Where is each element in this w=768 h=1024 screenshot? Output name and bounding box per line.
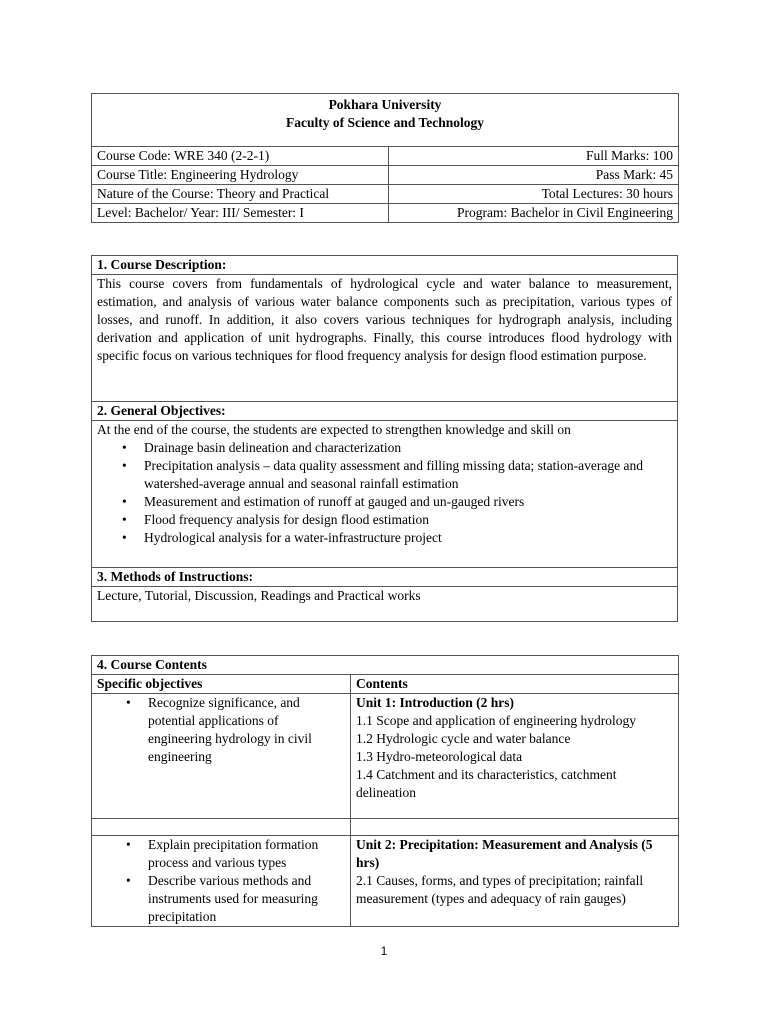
contents-column-headers [92,675,679,694]
pass-mark: Pass Mark: 45 [389,166,679,185]
info-row [92,166,679,185]
methods-heading: 3. Methods of Instructions: [92,568,678,587]
objectives-heading-row [92,402,678,421]
faculty-name: Faculty of Science and Technology [286,115,485,130]
methods-text: Lecture, Tutorial, Discussion, Readings and Practical works [92,587,678,622]
description-heading-row [92,256,678,275]
university-name: Pokhara University [328,97,442,112]
methods-body-row [92,587,678,622]
list-item: • Precipitation analysis – data quality assessment and filling missing data; station-average and watershed-average annual and seasonal rainfall estimation [144,457,672,493]
description-heading: 1. Course Description: [92,256,678,275]
info-row [92,204,679,223]
unit2-objectives-list [97,836,345,926]
list-item: • Explain precipitation formation process and various types [148,836,345,872]
info-row [92,185,679,204]
course-title: Course Title: Engineering Hydrology [92,166,389,185]
program: Program: Bachelor in Civil Engineering [389,204,679,223]
list-item: • Drainage basin delineation and characterization [144,439,672,457]
page-number: 1 [380,944,388,958]
info-row [92,147,679,166]
unit1-title: Unit 1: Introduction (2 hrs) [356,695,515,710]
list-item: • Flood frequency analysis for design flood estimation [144,511,672,529]
list-item: 2.1 Causes, forms, and types of precipitation; rainfall measurement (types and adequacy of rain gauges) [356,873,644,906]
objectives-intro: At the end of the course, the students are expected to strengthen knowledge and skill on [97,422,571,437]
unit2-title: Unit 2: Precipitation: Measurement and Analysis (5 hrs) [356,837,653,870]
course-level: Level: Bachelor/ Year: III/ Semester: I [92,204,389,223]
list-item: 1.3 Hydro-meteorological data [356,749,523,764]
course-code: Course Code: WRE 340 (2-2-1) [92,147,389,166]
course-info-table [91,93,679,223]
university-header-row [92,94,679,147]
objectives-heading: 2. General Objectives: [92,402,678,421]
course-contents-table [91,655,679,927]
unit2-row [92,836,679,927]
contents-heading-row [92,656,679,675]
full-marks: Full Marks: 100 [389,147,679,166]
list-item: • Describe various methods and instruments used for measuring precipitation [148,872,345,926]
unit1-row [92,694,679,819]
total-lectures: Total Lectures: 30 hours [389,185,679,204]
list-item: • Hydrological analysis for a water-infrastructure project [144,529,672,547]
list-item: • Measurement and estimation of runoff at gauged and un-gauged rivers [144,493,672,511]
unit1-objectives-list [97,694,345,766]
list-item: 1.1 Scope and application of engineering hydrology [356,713,637,728]
spacer-row [92,819,679,836]
course-nature: Nature of the Course: Theory and Practical [92,185,389,204]
list-item: • Recognize significance, and potential applications of engineering hydrology in civil engineering [148,694,345,766]
list-item: 1.4 Catchment and its characteristics, catchment delineation [356,767,617,800]
description-body-row [92,275,678,402]
methods-heading-row [92,568,678,587]
course-sections-table [91,255,678,622]
column-header-contents: Contents [351,675,679,694]
column-header-objectives: Specific objectives [92,675,351,694]
objectives-list [97,439,672,547]
objectives-body-row [92,421,678,568]
list-item: 1.2 Hydrologic cycle and water balance [356,731,571,746]
contents-heading: 4. Course Contents [92,656,679,675]
description-text: This course covers from fundamentals of hydrological cycle and water balance to measurement, estimation, and analysis of various water balance components such as precipitation, various types of losses, and runoff. In addition, it also covers various techniques for hydrograph analysis, including derivation and application of unit hydrographs. Finally, this course introduces flood hydrology with specific focus on various techniques for flood frequency analysis for design flood estimation purpose. [92,275,678,402]
